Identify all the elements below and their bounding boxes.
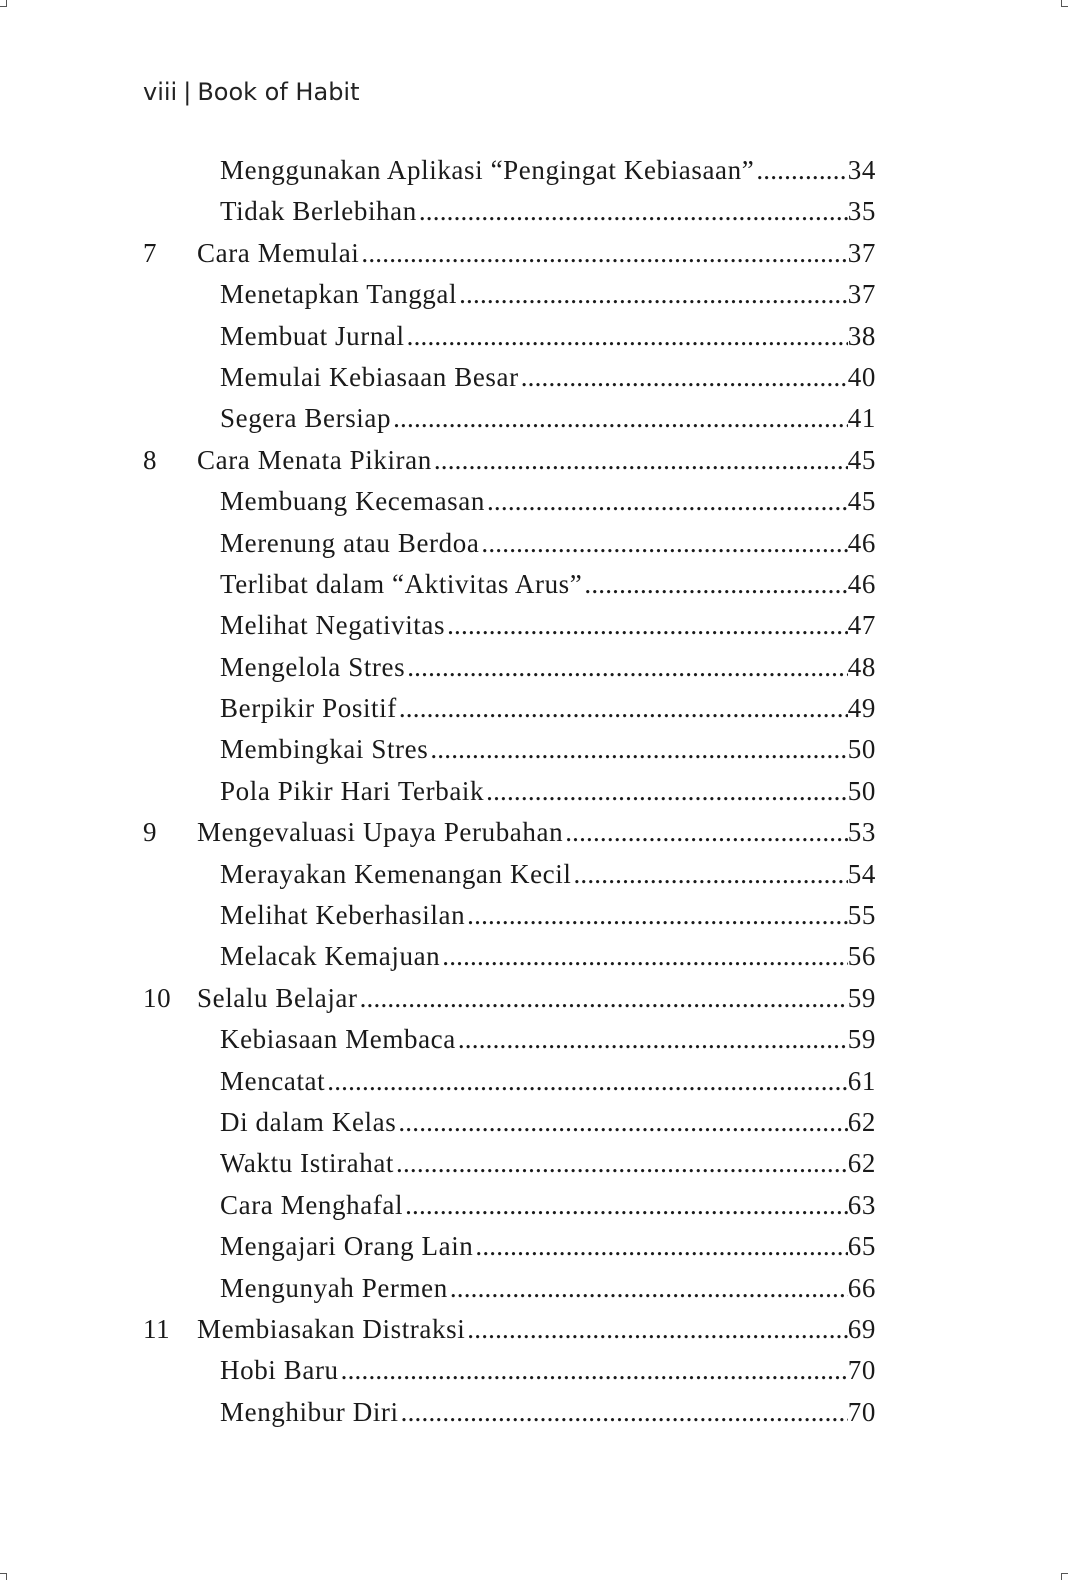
- toc-page-number: 53: [847, 817, 876, 848]
- toc-page-number: 37: [847, 279, 876, 310]
- toc-page-number: 49: [847, 693, 876, 724]
- toc-chapter-row[interactable]: [143, 812, 876, 853]
- toc-entry-title: Cara Menghafal: [220, 1189, 404, 1220]
- toc-entry: [143, 729, 876, 770]
- dot-leader: [419, 191, 848, 232]
- toc-chapter-row[interactable]: [143, 978, 876, 1019]
- toc-entry: [143, 1350, 876, 1391]
- dot-leader: [573, 854, 847, 895]
- toc-section-row[interactable]: [143, 936, 876, 977]
- toc-entry-title: Melihat Keberhasilan: [220, 900, 466, 931]
- toc-entry-title: Mengevaluasi Upaya Perubahan: [197, 817, 564, 848]
- dot-leader: [360, 978, 848, 1019]
- dot-leader: [447, 605, 848, 646]
- toc-entry: [143, 1392, 876, 1433]
- toc-entry: [143, 978, 876, 1019]
- toc-entry: [143, 233, 876, 274]
- toc-entry: [143, 895, 876, 936]
- toc-entry: [143, 357, 876, 398]
- toc-entry-title: Kebiasaan Membaca: [220, 1024, 456, 1055]
- table-of-contents: [143, 150, 876, 1433]
- toc-entry-title: Segera Bersiap: [220, 403, 392, 434]
- toc-entry-title: Merayakan Kemenangan Kecil: [220, 858, 572, 889]
- toc-entry-title: Membuat Jurnal: [220, 320, 405, 351]
- toc-chapter-row[interactable]: [143, 440, 876, 481]
- dot-leader: [487, 481, 848, 522]
- dot-leader: [327, 1061, 848, 1102]
- dot-leader: [442, 936, 848, 977]
- dot-leader: [430, 729, 847, 770]
- dot-leader: [481, 523, 847, 564]
- running-head-separator: |: [183, 78, 192, 106]
- dot-leader: [756, 150, 847, 191]
- toc-page-number: 46: [847, 568, 876, 599]
- page-number: viii: [143, 78, 178, 106]
- toc-page-number: 70: [847, 1396, 876, 1427]
- toc-entry-title: Waktu Istirahat: [220, 1148, 395, 1179]
- dot-leader: [407, 647, 848, 688]
- dot-leader: [399, 688, 848, 729]
- toc-page-number: 35: [847, 196, 876, 227]
- crop-mark-top-right: [1061, 0, 1068, 7]
- toc-entry: [143, 688, 876, 729]
- toc-entry: [143, 440, 876, 481]
- dot-leader: [434, 440, 848, 481]
- toc-section-row[interactable]: [143, 481, 876, 522]
- dot-leader: [486, 771, 848, 812]
- toc-page-number: 62: [847, 1106, 876, 1137]
- toc-entry-title: Membingkai Stres: [220, 734, 429, 765]
- toc-entry: [143, 812, 876, 853]
- toc-page-number: 56: [847, 941, 876, 972]
- dot-leader: [458, 1019, 848, 1060]
- toc-page-number: 37: [847, 237, 876, 268]
- toc-entry: [143, 1226, 876, 1267]
- toc-section-row[interactable]: [143, 1102, 876, 1143]
- crop-mark-top-left: [0, 0, 7, 7]
- toc-page-number: 65: [847, 1231, 876, 1262]
- toc-entry: [143, 771, 876, 812]
- toc-entry: [143, 1309, 876, 1350]
- toc-entry-title: Mencatat: [220, 1065, 326, 1096]
- toc-entry-title: Berpikir Positif: [220, 693, 397, 724]
- toc-entry: [143, 398, 876, 439]
- dot-leader: [450, 1268, 848, 1309]
- dot-leader: [396, 1143, 848, 1184]
- toc-entry-title: Melihat Negativitas: [220, 610, 446, 641]
- toc-section-row[interactable]: [143, 150, 876, 191]
- toc-entry: [143, 1268, 876, 1309]
- toc-section-row[interactable]: [143, 357, 876, 398]
- crop-mark-bottom-left: [0, 1573, 7, 1580]
- toc-page-number: 69: [847, 1313, 876, 1344]
- toc-entry: [143, 1019, 876, 1060]
- toc-entry-title: Cara Menata Pikiran: [197, 444, 432, 475]
- toc-chapter-row[interactable]: [143, 233, 876, 274]
- toc-entry: [143, 1185, 876, 1226]
- toc-section-row[interactable]: [143, 688, 876, 729]
- toc-chapter-row[interactable]: [143, 1309, 876, 1350]
- toc-page-number: 45: [847, 486, 876, 517]
- toc-entry: [143, 936, 876, 977]
- toc-entry: [143, 854, 876, 895]
- chapter-number: 7: [143, 237, 158, 268]
- toc-entry-title: Membiasakan Distraksi: [197, 1313, 466, 1344]
- toc-page-number: 54: [847, 858, 876, 889]
- toc-page-number: 62: [847, 1148, 876, 1179]
- toc-section-row[interactable]: [143, 1143, 876, 1184]
- toc-section-row[interactable]: [143, 771, 876, 812]
- toc-page-number: 59: [847, 1024, 876, 1055]
- toc-entry-title: Selalu Belajar: [197, 982, 358, 1013]
- toc-entry: [143, 523, 876, 564]
- dot-leader: [361, 233, 847, 274]
- toc-entry-title: Pola Pikir Hari Terbaik: [220, 775, 485, 806]
- toc-page-number: 50: [847, 775, 876, 806]
- chapter-number: 9: [143, 817, 158, 848]
- toc-section-row[interactable]: [143, 1392, 876, 1433]
- chapter-number: 10: [143, 982, 172, 1013]
- toc-section-row[interactable]: [143, 1185, 876, 1226]
- toc-section-row[interactable]: [143, 605, 876, 646]
- toc-page-number: 46: [847, 527, 876, 558]
- dot-leader: [459, 274, 848, 315]
- toc-entry-title: Mengunyah Permen: [220, 1272, 448, 1303]
- toc-page-number: 48: [847, 651, 876, 682]
- dot-leader: [398, 1102, 847, 1143]
- toc-entry: [143, 274, 876, 315]
- toc-entry-title: Menghibur Diri: [220, 1396, 399, 1427]
- toc-section-row[interactable]: [143, 729, 876, 770]
- toc-section-row[interactable]: [143, 854, 876, 895]
- toc-entry-title: Di dalam Kelas: [220, 1106, 397, 1137]
- toc-section-row[interactable]: [143, 647, 876, 688]
- toc-section-row[interactable]: [143, 1268, 876, 1309]
- toc-page-number: 47: [847, 610, 876, 641]
- running-head: [143, 78, 360, 106]
- book-title: Book of Habit: [197, 78, 360, 106]
- toc-page-number: 45: [847, 444, 876, 475]
- toc-entry-title: Mengajari Orang Lain: [220, 1231, 474, 1262]
- toc-entry: [143, 647, 876, 688]
- toc-entry: [143, 1102, 876, 1143]
- toc-section-row[interactable]: [143, 564, 876, 605]
- toc-entry: [143, 605, 876, 646]
- toc-entry-title: Merenung atau Berdoa: [220, 527, 480, 558]
- toc-page-number: 59: [847, 982, 876, 1013]
- dot-leader: [467, 1309, 848, 1350]
- toc-page-number: 40: [847, 361, 876, 392]
- toc-entry-title: Tidak Berlebihan: [220, 196, 417, 227]
- toc-page-number: 38: [847, 320, 876, 351]
- dot-leader: [467, 895, 848, 936]
- toc-section-row[interactable]: [143, 274, 876, 315]
- toc-entry: [143, 150, 876, 191]
- toc-page-number: 41: [847, 403, 876, 434]
- toc-entry: [143, 481, 876, 522]
- toc-entry: [143, 1061, 876, 1102]
- toc-entry: [143, 1143, 876, 1184]
- toc-section-row[interactable]: [143, 1061, 876, 1102]
- toc-page-number: 61: [847, 1065, 876, 1096]
- toc-section-row[interactable]: [143, 1350, 876, 1391]
- chapter-number: 8: [143, 444, 158, 475]
- toc-entry-title: Membuang Kecemasan: [220, 486, 485, 517]
- toc-entry-title: Cara Memulai: [197, 237, 360, 268]
- toc-section-row[interactable]: [143, 398, 876, 439]
- toc-entry: [143, 191, 876, 232]
- toc-section-row[interactable]: [143, 895, 876, 936]
- toc-entry: [143, 316, 876, 357]
- dot-leader: [405, 1185, 848, 1226]
- dot-leader: [565, 812, 848, 853]
- toc-section-row[interactable]: [143, 191, 876, 232]
- toc-page-number: 63: [847, 1189, 876, 1220]
- toc-section-row[interactable]: [143, 1226, 876, 1267]
- toc-section-row[interactable]: [143, 523, 876, 564]
- crop-mark-bottom-right: [1061, 1573, 1068, 1580]
- dot-leader: [475, 1226, 847, 1267]
- toc-entry-title: Menggunakan Aplikasi “Pengingat Kebiasaan”: [220, 155, 755, 185]
- dot-leader: [584, 564, 847, 605]
- chapter-number: 11: [143, 1313, 171, 1344]
- toc-section-row[interactable]: [143, 316, 876, 357]
- toc-page-number: 66: [847, 1272, 876, 1303]
- toc-entry-title: Mengelola Stres: [220, 651, 406, 682]
- toc-page-number: 70: [847, 1355, 876, 1386]
- dot-leader: [393, 398, 848, 439]
- dot-leader: [341, 1350, 848, 1391]
- toc-entry-title: Menetapkan Tanggal: [220, 279, 458, 310]
- toc-page-number: 55: [847, 900, 876, 931]
- toc-entry-title: Melacak Kemajuan: [220, 941, 441, 972]
- toc-page-number: 34: [847, 155, 876, 185]
- toc-entry-title: Hobi Baru: [220, 1355, 339, 1386]
- dot-leader: [407, 316, 848, 357]
- toc-section-row[interactable]: [143, 1019, 876, 1060]
- dot-leader: [521, 357, 848, 398]
- toc-entry-title: Memulai Kebiasaan Besar: [220, 361, 519, 392]
- dot-leader: [401, 1392, 848, 1433]
- toc-entry-title: Terlibat dalam “Aktivitas Arus”: [220, 568, 583, 599]
- toc-entry: [143, 564, 876, 605]
- toc-page-number: 50: [847, 734, 876, 765]
